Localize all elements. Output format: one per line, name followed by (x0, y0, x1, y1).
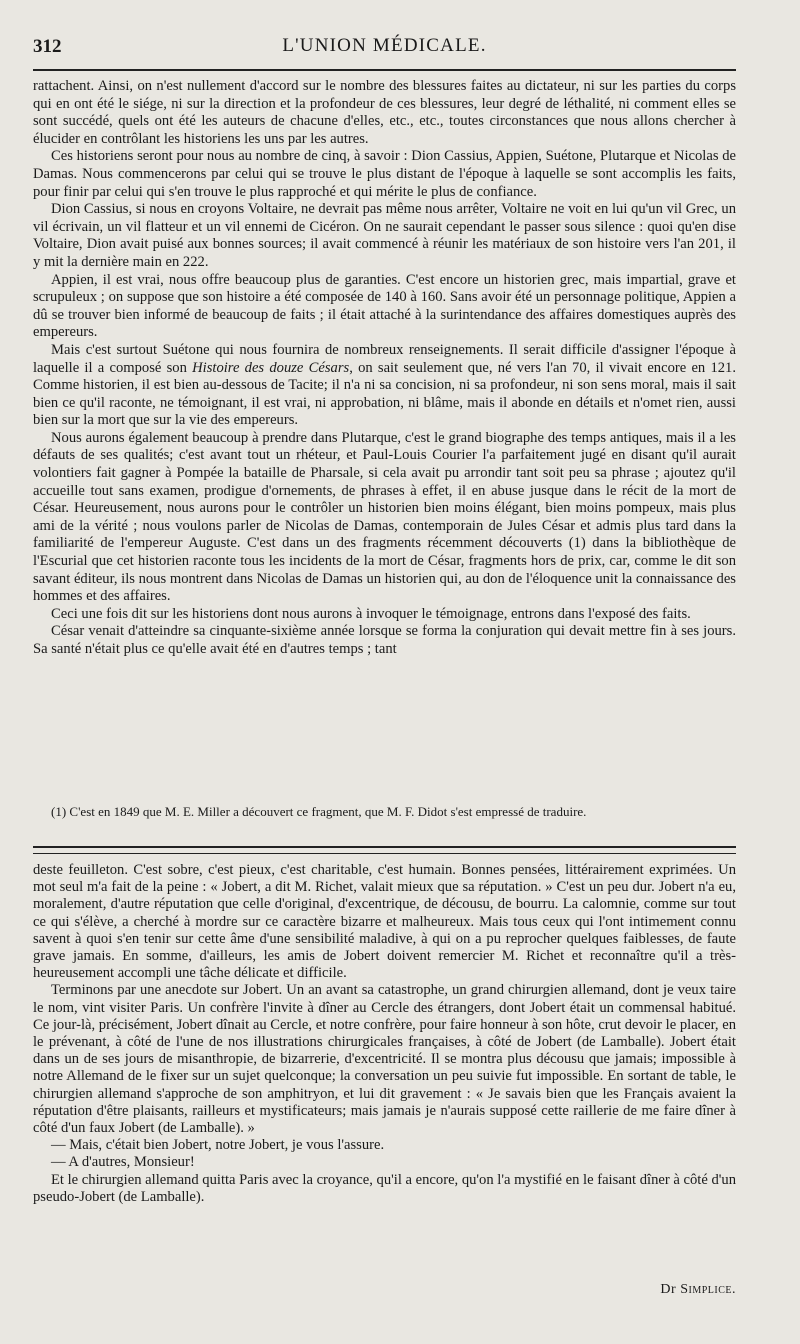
article-body (33, 78, 736, 659)
article-paragraph: Nous aurons également beaucoup à prendre dans Plutarque, c'est le grand biographe des temps antiques, mais il a les défauts de ses qualités; c'est avant tout un rhéteur, et Paul-Louis Courier l'a parfaitement jugé en disant qu'il aurait volontiers fait gagner à Pompée la bataille de Pharsale, si cela avait pu arrondir tant soit peu sa phrase ; ajoutez qu'il accueille tout sans examen, prodigue d'ornements, de phrases à effet, il en abuse jusque dans le récit de la mort de César. Heureusement, nous aurons pour le contrôler un historien bien moins élégant, bien moins pompeux, mais plus ami de la vérité ; nous voulons parler de Nicolas de Damas, contemporain de Jules César et admis plus tard dans la familiarité de l'empereur Auguste. C'est dans un des fragments récemment découverts (1) dans la bibliothèque de l'Escurial que cet historien raconte tous les incidents de la mort de César, fragments hors de prix, car, comme le dit son savant éditeur, ils nous montrent dans Nicolas de Damas un historien qui, au don de l'éloquence unit la connaissance des hommes et des affaires. (33, 429, 736, 605)
article-paragraph: rattachent. Ainsi, on n'est nullement d'accord sur le nombre des blessures faites au dictateur, ni sur les parties du corps qui en ont été le siége, ni sur la direction et la profondeur de ces blessures, leur degré de léthalité, ni comment elles se sont succédé, quels ont été les auteurs de chacune d'elles, etc., etc., toutes circonstances que nous allons chercher à élucider en contrôlant les historiens les uns par les autres. (33, 78, 736, 147)
feuilleton-paragraph: Terminons par une anecdote sur Jobert. Un an avant sa catastrophe, un grand chirurgien allemand, dont je veux taire le nom, vint visiter Paris. Un confrère l'invite à dîner au Cercle des étrangers, dont Jobert était un commensal habitué. Ce jour-là, précisément, Jobert dînait au Cercle, et notre confrère, pour faire honneur à son hôte, crut devoir le placer, en le prévenant, à côté de l'une de nos illustrations chirurgicales françaises, à côté de Jobert (de Lamballe). Jobert était dans un de ses jours de misanthropie, de bizarrerie, d'excentricité. Il se montra plus décousu que jamais; impossible à notre Allemand de le fixer sur un sujet quelconque; la conversation un peu suivie fut impossible. En sortant de table, le chirurgien allemand s'approche de son amphitryon, et lui dit gravement : « Je savais bien que les Français avaient la réputation d'être plaisants, railleurs et mystificateurs; mais jamais je n'aurais supposé cette raillerie de me faire dîner à côté d'un faux Jobert (de Lamballe). » (33, 982, 736, 1137)
feuilleton-body (33, 862, 736, 1206)
feuilleton-divider (33, 846, 736, 854)
book-title: Histoire des douze Césars (192, 359, 350, 376)
signature-prefix: Dr (660, 1282, 677, 1297)
footnote (33, 804, 736, 820)
page-header (33, 0, 736, 60)
header-rule (33, 69, 736, 71)
suetone-text-rest: , on sait seulement que, né vers l'an 70, il vivait encore en 121. Comme historien, il est bien au-dessous de Tacite; il n'a ni sa concision, ni sa profondeur, ni son sens moral, mais il sait bien ce qu'il raconte, ne témoignant, il est vrai, ni approbation, ni blâme, mais il abonde en détails et n'omet rien, aussi bien sur la mort que sur la vie des empereurs. (33, 359, 737, 429)
feuilleton-paragraph: deste feuilleton. C'est sobre, c'est pieux, c'est charitable, c'est humain. Bonnes pensées, littérairement exprimées. Un mot seul m'a fait de la peine : « Jobert, a dit M. Richet, valait mieux que sa réputation. » C'est un peu dur. Jobert n'a eu, moralement, d'autre réputation que celle d'original, d'excentrique, de décousu, de bourru. La calomnie, comme sur tout ce qui s'élève, a cherché à mordre sur ce caractère bizarre et malheureux. Mais tous ceux qui l'ont intimement connu savent à quoi s'en tenir sur cette âme d'une sensibilité maladive, à qui on a pu reprocher quelques faiblesses, de faute grave jamais. En somme, d'ailleurs, les amis de Jobert doivent remercier M. Richet et reconnaître qu'il a très-heureusement accompli une tâche délicate et difficile. (33, 862, 736, 982)
article-paragraph: César venait d'atteindre sa cinquante-sixième année lorsque se forma la conjuration qui devait mettre fin à ses jours. Sa santé n'était plus ce qu'elle avait été en d'autres temps ; tant (33, 623, 736, 657)
signature-name: Simplice. (680, 1282, 736, 1297)
suetone-text-start: Mais c'est surtout Suétone qui nous fournira de nombreux renseignements. Il serait difficile d'assigner l'époque à laquelle il a composé son (33, 341, 736, 376)
footnote-text: (1) C'est en 1849 que M. E. Miller a découvert ce fragment, que M. F. Didot s'est empressé de traduire. (51, 804, 587, 819)
running-title: L'UNION MÉDICALE. (282, 35, 487, 56)
feuilleton-paragraph: — A d'autres, Monsieur! (51, 1154, 195, 1171)
page-number: 312 (33, 36, 62, 57)
article-paragraph: Appien, il est vrai, nous offre beaucoup plus de garanties. C'est encore un historien grec, mais impartial, grave et scrupuleux ; on suppose que son histoire a été composée de 140 à 160. Sans avoir été un personnage politique, Appien a dû se trouver bien informé de beaucoup de faits ; il était attaché à la surintendance des affaires domestiques auprès des empereurs. (33, 271, 736, 341)
feuilleton-paragraph: Et le chirurgien allemand quitta Paris avec la croyance, qu'il a encore, qu'on l'a mystifié en le faisant dîner à côté d'un pseudo-Jobert (de Lamballe). (33, 1171, 736, 1205)
author-signature (660, 1282, 736, 1298)
feuilleton-paragraph: — Mais, c'était bien Jobert, notre Jobert, je vous l'assure. (51, 1137, 385, 1154)
article-paragraph: Dion Cassius, si nous en croyons Voltaire, ne devrait pas même nous arrêter, Voltaire ne voit en lui qu'un vil Grec, un vil écrivain, un vil flatteur et un vil ennemi de Cicéron. On ne saurait cependant le passer sous silence : quoi qu'en dise Voltaire, Dion avait puisé aux bonnes sources; il avait commencé à réunir les matériaux de son histoire vers l'an 201, il y mit la dernière main en 222. (33, 201, 736, 270)
article-paragraph: Ces historiens seront pour nous au nombre de cinq, à savoir : Dion Cassius, Appien, Suétone, Plutarque et Nicolas de Damas. Nous commencerons par celui qui se trouve le plus distant de l'époque à laquelle se sont accomplis les faits, pour finir par celui qui s'en trouve le plus rapproché et qui mérite le plus de confiance. (33, 148, 736, 200)
article-paragraph-suetone (33, 342, 736, 430)
article-paragraph: Ceci une fois dit sur les historiens dont nous aurons à invoquer le témoignage, entrons dans l'exposé des faits. (51, 605, 691, 622)
